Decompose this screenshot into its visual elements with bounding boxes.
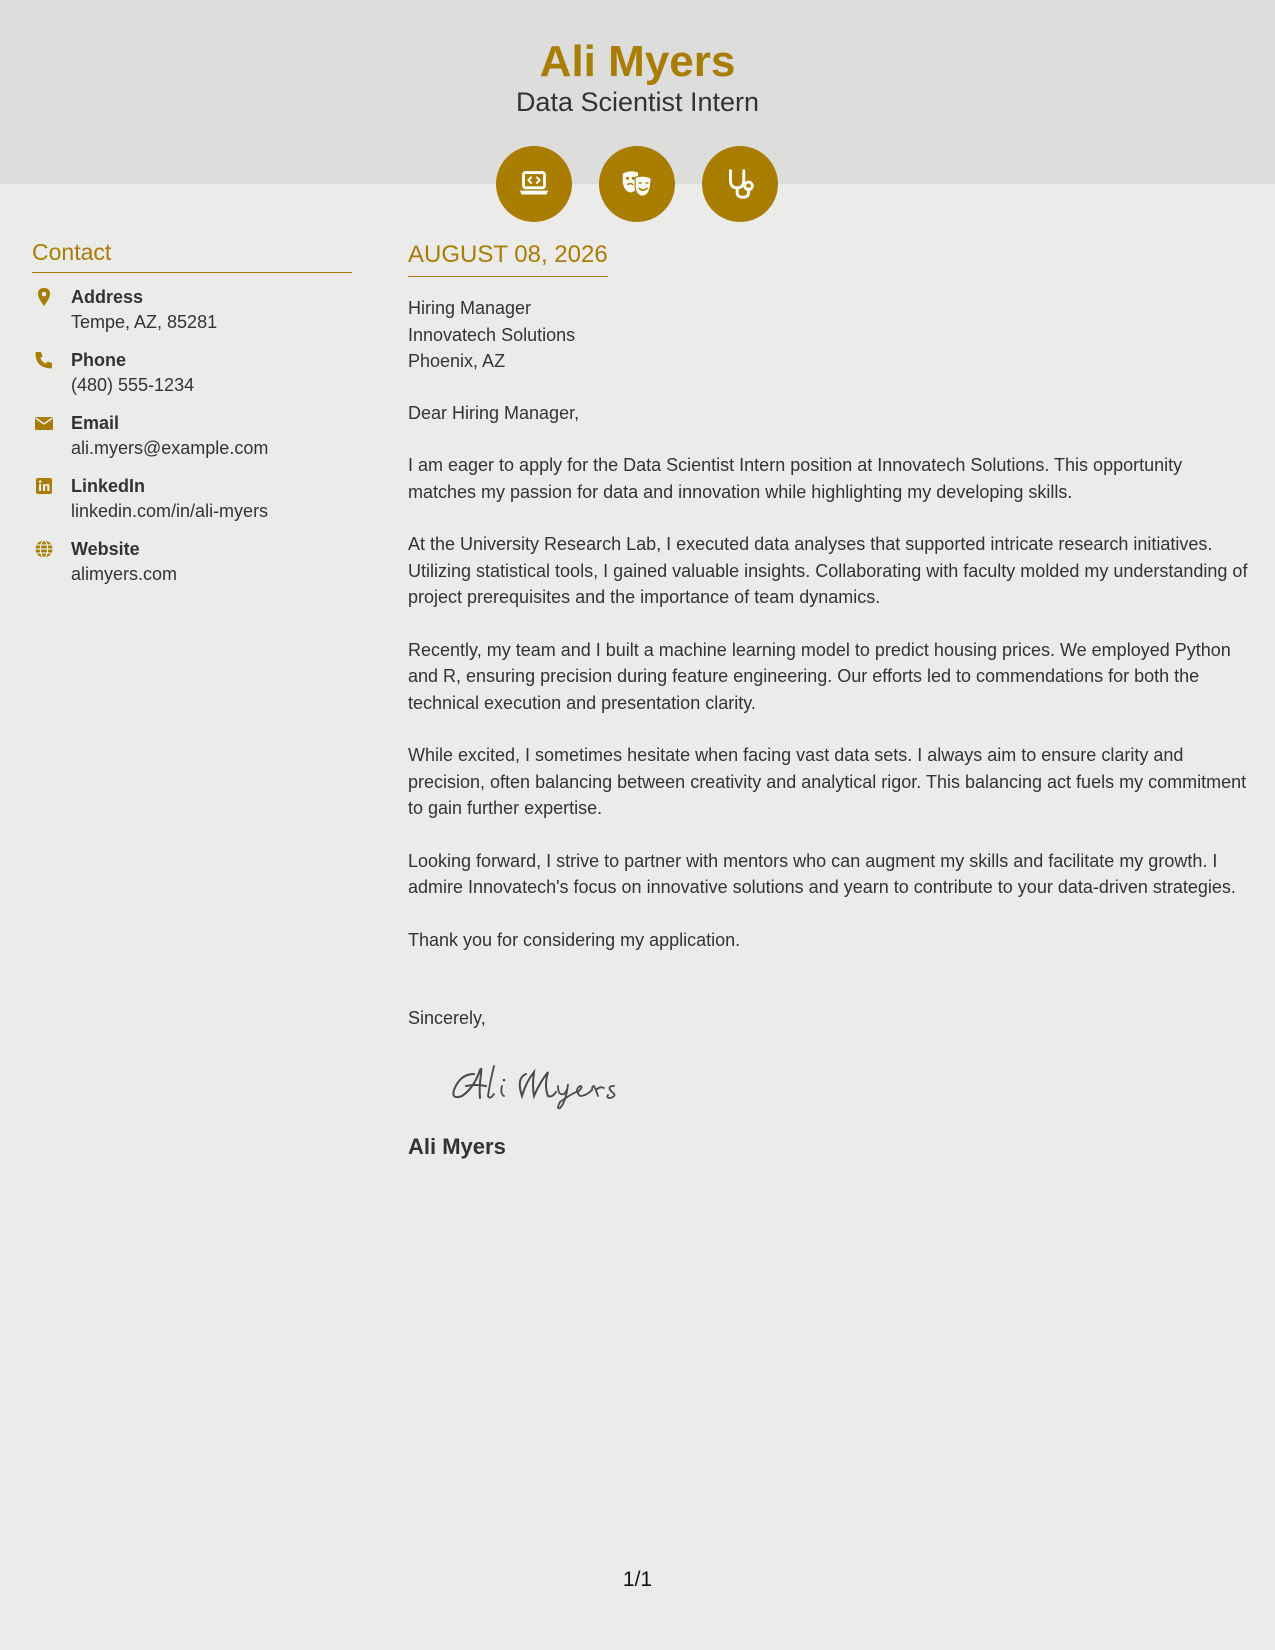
linkedin-icon	[34, 476, 54, 496]
body-paragraph: Recently, my team and I built a machine learning model to predict housing prices. We employed Python and R, ensuring precision during feature engineering. Our efforts led to commendations for both the technical execution and presentation clarity.	[408, 639, 1231, 713]
body-paragraph: While excited, I sometimes hesitate when facing vast data sets. I always aim to ensure clarity and precision, often balancing between creativity and analytical rigor. This balancing act fuels my commitment to gain further expertise.	[408, 745, 1247, 818]
body-paragraph: I am eager to apply for the Data Scientist Intern position at Innovatech Solutions. This opportunity matches my passion for data and innovation while highlighting my developing skills.	[408, 455, 1183, 502]
contact-linkedin	[32, 474, 352, 525]
closing: Sincerely,	[408, 1008, 486, 1028]
interest-badges	[496, 146, 780, 222]
contact-website	[32, 537, 352, 588]
globe-icon	[34, 539, 54, 559]
badge-laptop-code	[496, 146, 572, 222]
cover-letter	[408, 238, 1248, 1162]
body-paragraph: Thank you for considering my application.	[408, 929, 741, 950]
laptop-code-icon	[515, 165, 553, 203]
badge-stethoscope	[702, 146, 778, 222]
envelope-icon	[34, 413, 54, 433]
body-paragraph: Looking forward, I strive to partner with mentors who can augment my skills and facilitate my growth. I admire Innovatech's focus on innovative solutions and yearn to contribute to your data-driven strategies.	[408, 850, 1236, 897]
contact-label: Address	[71, 287, 144, 307]
theater-masks-icon	[618, 165, 656, 203]
salutation: Dear Hiring Manager,	[408, 402, 580, 423]
map-pin-icon	[34, 287, 54, 307]
contact-label: Phone	[71, 350, 127, 370]
contact-heading: Contact	[32, 236, 352, 273]
stethoscope-icon	[721, 165, 759, 203]
recipient-line: Hiring Manager	[408, 298, 532, 318]
contact-phone	[32, 348, 352, 399]
contact-address	[32, 285, 352, 336]
contact-value: (480) 555-1234	[71, 375, 195, 395]
recipient-block	[408, 295, 1248, 375]
letter-date: AUGUST 08, 2026	[408, 238, 608, 277]
contact-label: Website	[71, 539, 140, 559]
contact-label: LinkedIn	[71, 476, 146, 496]
phone-icon	[34, 350, 54, 370]
contact-sidebar	[32, 236, 352, 588]
contact-label: Email	[71, 413, 120, 433]
recipient-line: Phoenix, AZ	[408, 351, 506, 371]
contact-value: ali.myers@example.com	[71, 438, 269, 458]
badge-theater-masks	[599, 146, 675, 222]
signed-name: Ali Myers	[408, 1133, 506, 1159]
contact-value: Tempe, AZ, 85281	[71, 312, 218, 332]
contact-value: linkedin.com/in/ali-myers	[71, 501, 269, 521]
page-number: 1/1	[622, 1568, 653, 1591]
handwritten-signature	[446, 1052, 646, 1112]
recipient-line: Innovatech Solutions	[408, 324, 576, 345]
body-paragraph: At the University Research Lab, I executed data analyses that supported intricate research initiatives. Utilizing statistical tools, I gained valuable insights. Collaborating with faculty molded my understanding of project prerequisites and the importance of team dynamics.	[408, 534, 1248, 607]
contact-email	[32, 411, 352, 462]
contact-value: alimyers.com	[71, 564, 178, 584]
job-title: Data Scientist Intern	[515, 87, 760, 117]
applicant-name: Ali Myers	[539, 37, 736, 86]
